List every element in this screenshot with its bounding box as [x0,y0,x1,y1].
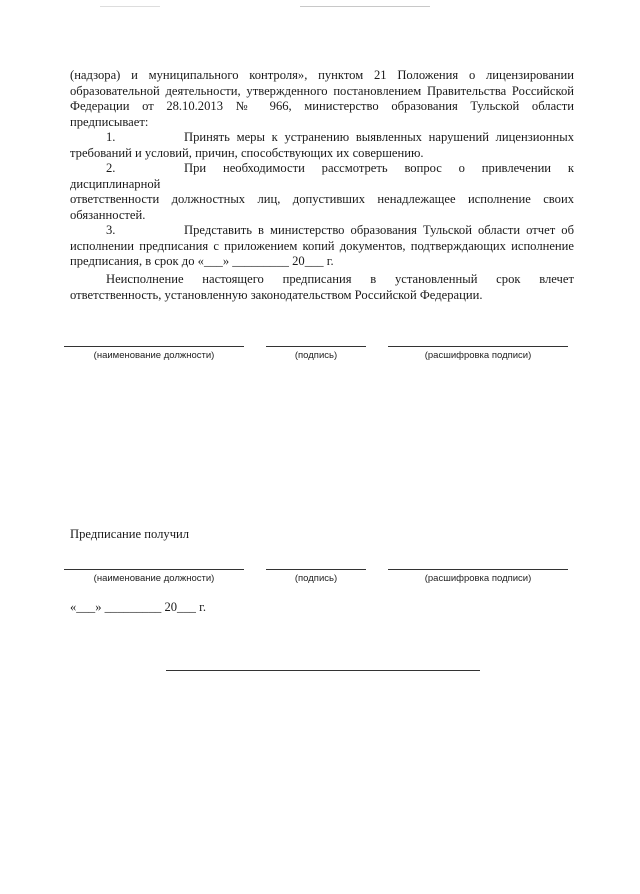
list-item-1 [70,130,574,161]
position-line [64,569,244,570]
signature-field-position [64,569,244,584]
intro-line: (надзора) и муниципального контроля», пунктом 21 Положения о лицензировании [70,68,574,82]
decoding-line [388,346,568,347]
list-item-text: исполнении предписания с приложением копий документов, подтверждающих исполнение [70,238,574,253]
signature-line [266,569,366,570]
list-item-text: При необходимости рассмотреть вопрос о привлечении к дисциплинарной [70,161,574,191]
list-item-text: Представить в министерство образования Тульской области отчет об [184,223,574,237]
list-item-2 [70,161,574,223]
list-item-3 [70,223,574,270]
signature-field-sign [266,346,366,361]
list-item-text: предписания, в срок до «___» _________ 20___ г. [70,254,334,268]
signature-field-decoding [388,569,568,584]
signature-caption: (подпись) [294,350,338,361]
list-item-text: обязанностей. [70,207,146,222]
list-item-number: 1. [106,130,116,144]
warning-paragraph [70,272,574,303]
list-item-text: Принять меры к устранению выявленных нарушений лицензионных [184,130,574,144]
decoding-caption: (расшифровка подписи) [424,350,532,361]
position-line [64,346,244,347]
signature-line [266,346,366,347]
signature-field-position [64,346,244,361]
position-caption: (наименование должности) [93,350,215,361]
bottom-separator-line [166,670,480,671]
position-caption: (наименование должности) [93,573,215,584]
intro-line: Федерации от 28.10.2013 № 966, министерство образования Тульской области [70,99,574,113]
list-item-first-line [70,223,574,239]
intro-paragraph [70,68,574,130]
signature-field-sign [266,569,366,584]
prescription-body [70,68,574,270]
received-date: «___» _________ 20___ г. [70,600,206,614]
signature-row-recipient [64,569,570,599]
scan-artifact-line [100,6,160,7]
list-item-text: требований и условий, причин, способствующих их совершению. [70,145,424,160]
list-item-text: ответственности должностных лиц, допустивших ненадлежащее исполнение своих [70,192,574,206]
intro-line: образовательной деятельности, утвержденного постановлением Правительства Российской [70,83,574,98]
list-item-number: 2. [106,161,116,175]
list-item-number: 3. [106,223,116,237]
signature-field-decoding [388,346,568,361]
decoding-caption: (расшифровка подписи) [424,573,532,584]
decoding-line [388,569,568,570]
signature-row-issuer [64,346,570,376]
warning-line: Неисполнение настоящего предписания в установленный срок влечет [106,272,574,286]
received-label: Предписание получил [70,527,190,541]
warning-line: ответственность, установленную законодательством Российской Федерации. [70,287,483,302]
scan-artifact-line [300,6,430,7]
list-item-first-line [70,161,574,192]
intro-line: предписывает: [70,114,149,129]
signature-caption: (подпись) [294,573,338,584]
list-item-first-line [70,130,574,146]
